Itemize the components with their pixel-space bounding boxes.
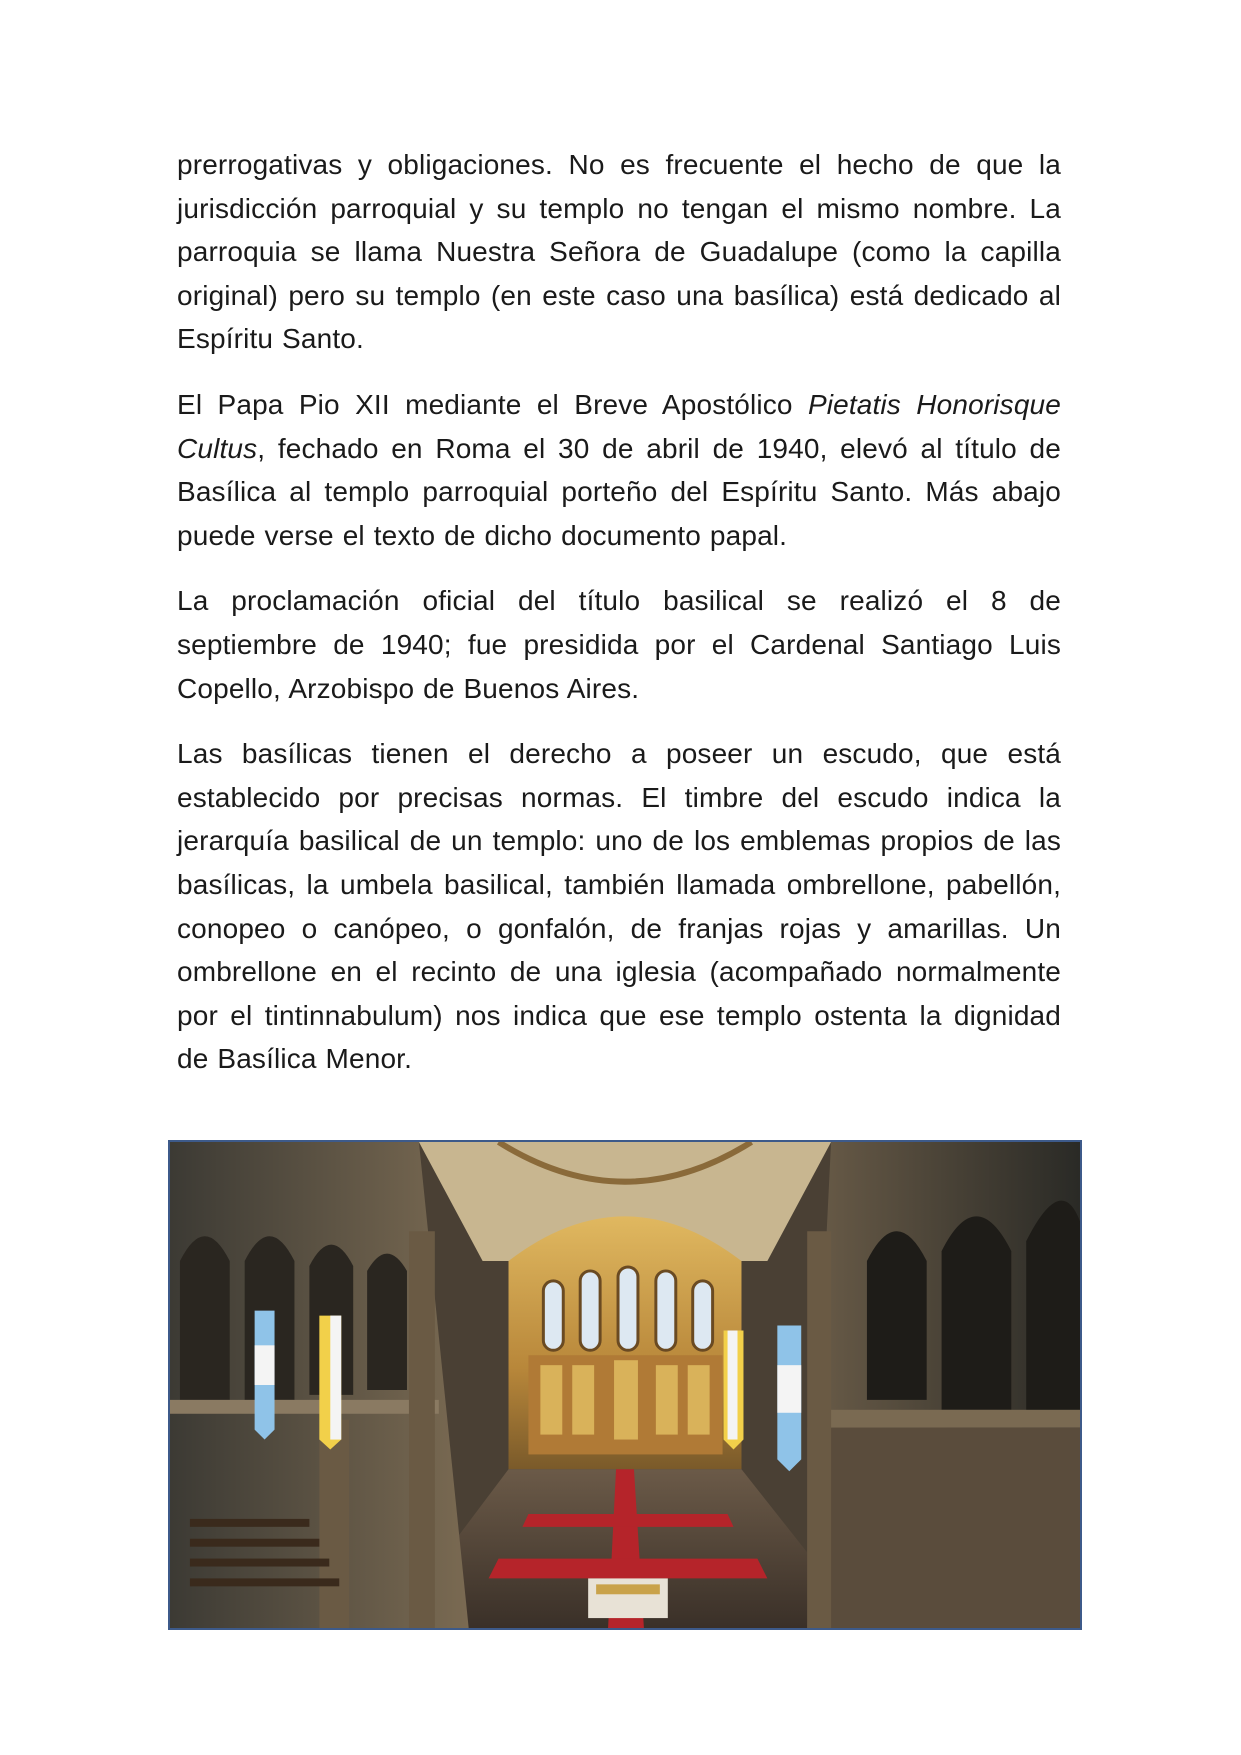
- paragraph-proclamacion: La proclamación oficial del título basilical se realizó el 8 de septiembre de 1940; fue presidida por el Cardenal Santiago Luis Copello, Arzobispo de Buenos Aires.: [177, 585, 1061, 704]
- paragraph-escudo: Las basílicas tienen el derecho a poseer un escudo, que está establecido por precisas normas. El timbre del escudo indica la jerarquía basilical de un templo: uno de los emblemas propios de las basílicas, la umbela basilical, también llamada ombrellone, pabellón, conopeo o canópeo, o gonfalón, de franjas rojas y amarillas. Un ombrellone en el recinto de una iglesia (acompañado normalmente por el tintinnabulum) nos indica que ese templo ostenta la dignidad de Basílica Menor.: [177, 738, 1061, 1075]
- paragraph-papa-text-start: El Papa Pio XII mediante el Breve Apostólico: [177, 388, 808, 420]
- document-body: [177, 143, 1061, 1103]
- paragraph-prerrogativas: prerrogativas y obligaciones. No es frecuente el hecho de que la jurisdicción parroquial y su templo no tengan el mismo nombre. La parroquia se llama Nuestra Señora de Guadalupe (como la capilla original) pero su templo (en este caso una basílica) está dedicado al Espíritu Santo.: [177, 149, 1061, 355]
- basilica-interior-illustration: [170, 1142, 1080, 1628]
- document-title-italic: Pietatis Honorisque Cultus: [177, 388, 1061, 464]
- paragraph-papa-text-end: , fechado en Roma el 30 de abril de 1940, elevó al título de Basílica al templo parroquial porteño del Espíritu Santo. Más abajo puede verse el texto de dicho documento papal.: [177, 432, 1061, 551]
- paragraph-papa-pio-xii: [177, 383, 1061, 557]
- basilica-interior-photo: [168, 1140, 1082, 1630]
